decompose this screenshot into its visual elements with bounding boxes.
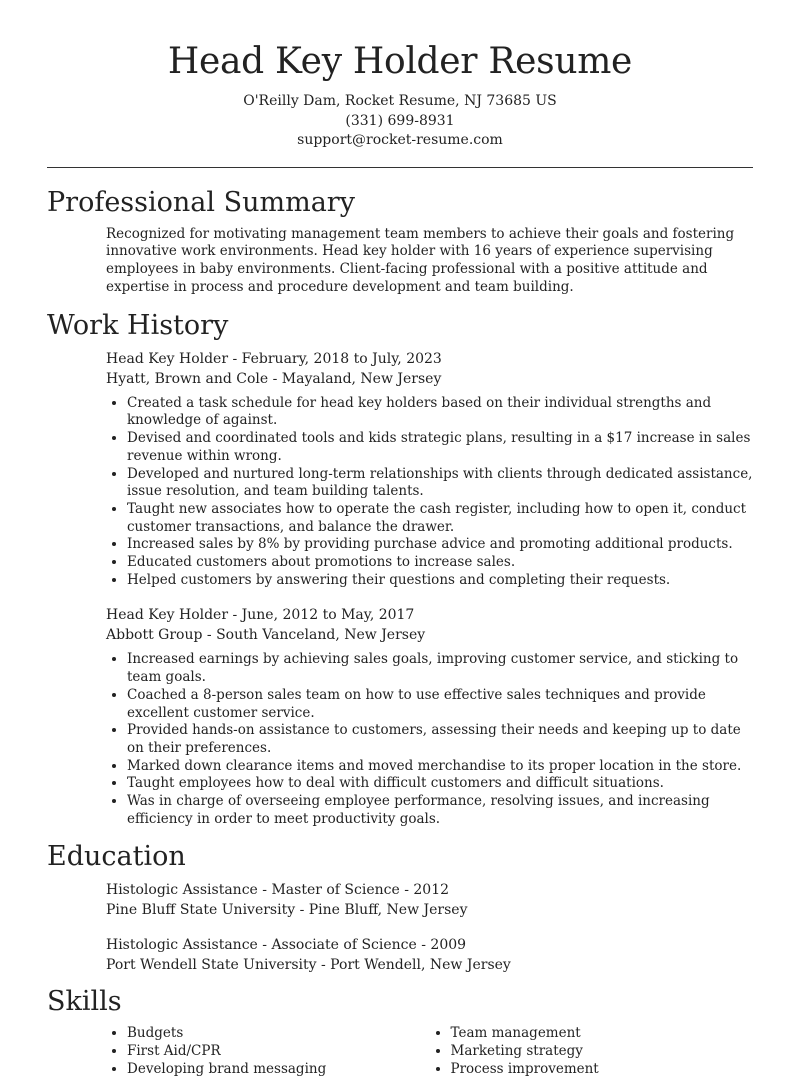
education-degree-line: Histologic Assistance - Associate of Science - 2009 [106,937,467,954]
job-bullet: • Coached a 8-person sales team on how to use effective sales techniques and provide excellent customer service. [127,687,753,722]
skills-list-left [106,1025,430,1078]
skills-section [47,985,753,1078]
contact-address: O'Reilly Dam, Rocket Resume, NJ 73685 US [243,93,557,109]
resume-header [0,0,800,151]
skills-columns [106,1025,753,1078]
skills-list-right [430,1025,754,1078]
job-bullet-list [106,651,753,828]
job-bullet: • Devised and coordinated tools and kids strategic plans, resulting in a $17 increase in sales revenue within wrong. [127,430,753,465]
job-bullet-list [106,395,753,590]
education-section [47,840,753,975]
skills-heading: Skills [47,986,122,1018]
job-bullet: • Taught employees how to deal with difficult customers and difficult situations. [127,775,753,793]
job-bullet: • Provided hands-on assistance to customers, assessing their needs and keeping up to date on their preferences. [127,722,753,757]
header-divider [47,167,753,168]
job-entry [106,349,753,590]
work-history-heading: Work History [47,309,229,341]
job-bullet: • Developed and nurtured long-term relationships with clients through dedicated assistance, issue resolution, and team building talents. [127,466,753,501]
contact-block [0,92,800,151]
job-company-line: Hyatt, Brown and Cole - Mayaland, New Jersey [106,370,442,387]
job-bullet: • Increased sales by 8% by providing purchase advice and promoting additional products. [127,536,753,554]
job-entry [106,605,753,828]
skill-item: • Budgets [127,1025,430,1043]
summary-section [47,186,753,297]
job-bullet: • Marked down clearance items and moved merchandise to its proper location in the store. [127,758,753,776]
job-bullet: • Increased earnings by achieving sales goals, improving customer service, and sticking to team goals. [127,651,753,686]
summary-heading: Professional Summary [47,186,355,218]
job-bullet: • Taught new associates how to operate the cash register, including how to open it, conduct customer transactions, and balance the drawer. [127,501,753,536]
page-title: Head Key Holder Resume [167,41,633,82]
education-school-line: Pine Bluff State University - Pine Bluff, New Jersey [106,902,468,919]
skill-item: • First Aid/CPR [127,1043,430,1061]
job-title-line: Head Key Holder - June, 2012 to May, 2017 [106,607,415,624]
job-bullet: • Educated customers about promotions to increase sales. [127,554,753,572]
job-company-line: Abbott Group - South Vanceland, New Jersey [106,627,426,644]
education-entry [106,935,753,975]
job-title-line: Head Key Holder - February, 2018 to July, 2023 [106,350,442,367]
work-history-section [47,309,753,829]
contact-email: support@rocket-resume.com [297,132,503,148]
contact-phone: (331) 699-8931 [345,112,455,129]
education-school-line: Port Wendell State University - Port Wendell, New Jersey [106,957,511,974]
skill-item: • Process improvement [451,1061,754,1079]
education-degree-line: Histologic Assistance - Master of Science - 2012 [106,882,450,899]
skill-item: • Team management [451,1025,754,1043]
skill-item: • Developing brand messaging [127,1061,430,1079]
skill-item: • Marketing strategy [451,1043,754,1061]
job-bullet: • Was in charge of overseeing employee performance, resolving issues, and increasing efficiency in order to meet productivity goals. [127,793,753,828]
job-bullet: • Created a task schedule for head key holders based on their individual strengths and knowledge of against. [127,395,753,430]
job-bullet: • Helped customers by answering their questions and completing their requests. [127,572,753,590]
education-heading: Education [47,841,186,873]
education-entry [106,880,753,920]
summary-text: Recognized for motivating management team members to achieve their goals and fostering innovative work environments. Head key holder with 16 years of experience supervising employees in baby environments. Client-facing professional with a positive attitude and expertise in process and procedure development and team building. [106,225,735,295]
